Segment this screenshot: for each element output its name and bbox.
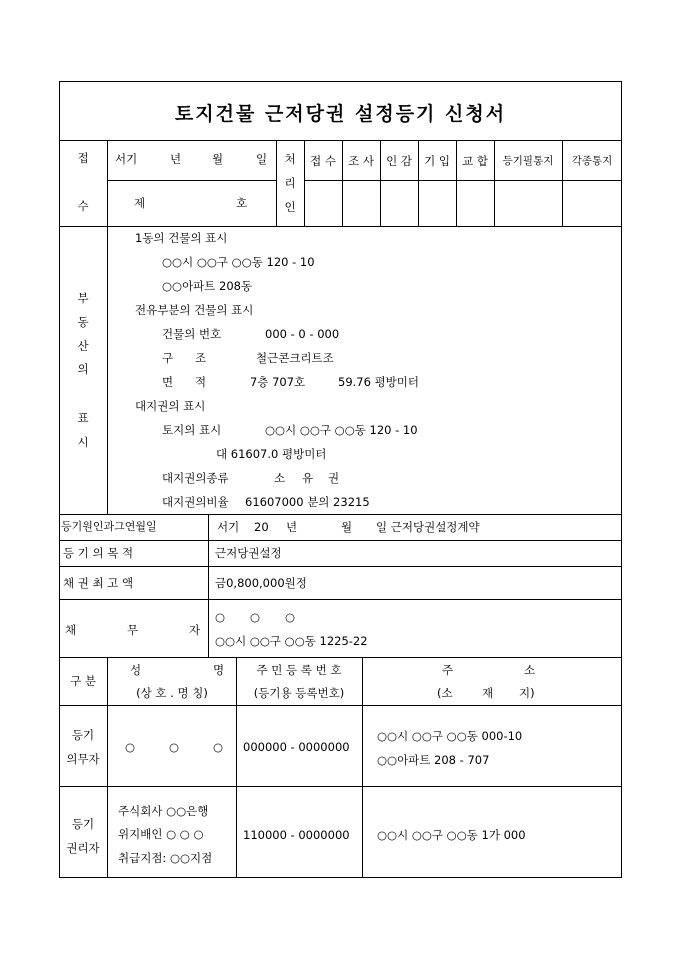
parties-header-id-bottom: (등기용 등록번호) bbox=[253, 686, 345, 700]
parties-header-addr-top-2: 소 bbox=[524, 663, 536, 677]
land-right-type-1: 소 bbox=[274, 471, 286, 485]
land-right-section-heading: 대지권의 표시 bbox=[135, 399, 206, 413]
receipt-number-suffix: 호 bbox=[236, 196, 248, 210]
parties-header-category: 구 분 bbox=[70, 674, 96, 688]
property-label-6: 표 bbox=[77, 411, 89, 425]
parties-header-addr-bottom-1: (소 bbox=[437, 686, 453, 700]
obligee-name-1: 주식회사 ○○은행 bbox=[118, 804, 209, 818]
receipt-label-top: 접 bbox=[77, 151, 89, 165]
receipt-col-completion-notice: 등기필통지 bbox=[502, 155, 554, 167]
land-area: 대 61607.0 평방미터 bbox=[216, 447, 327, 461]
structure-value: 철근콘크리트조 bbox=[256, 351, 334, 365]
land-label: 토지의 표시 bbox=[162, 423, 222, 437]
property-label-3: 산 bbox=[77, 339, 89, 353]
building-number-label: 건물의 번호 bbox=[162, 327, 222, 341]
parties-header-addr-top-1: 주 bbox=[442, 663, 454, 677]
receipt-col-entry: 기 입 bbox=[424, 154, 450, 168]
max-claim-label: 채 권 최 고 액 bbox=[63, 576, 134, 590]
land-right-ratio-label: 대지권의비율 bbox=[162, 495, 229, 509]
receipt-date-year: 년 bbox=[170, 152, 182, 166]
receipt-col-intake: 접 수 bbox=[310, 154, 336, 168]
area-value: 59.76 평방미터 bbox=[338, 375, 420, 389]
obligor-name-2: ○ bbox=[169, 740, 180, 754]
parties-header-id-top: 주 민 등 록 번 호 bbox=[256, 663, 342, 677]
debtor-label-3: 자 bbox=[189, 623, 201, 637]
property-label-4: 의 bbox=[77, 362, 89, 376]
receipt-col-seal: 인 감 bbox=[386, 154, 412, 168]
cause-year-suffix: 년 bbox=[286, 520, 298, 534]
parties-header-addr-bottom-3: 지) bbox=[519, 686, 535, 700]
obligor-name-3: ○ bbox=[213, 740, 224, 754]
land-address: ○○시 ○○구 ○○동 120 - 10 bbox=[265, 423, 418, 437]
obligee-name-3: 취급지점: ○○지점 bbox=[118, 851, 213, 865]
processing-label-3: 인 bbox=[284, 200, 296, 214]
max-claim-value: 금0,800,000원정 bbox=[215, 576, 307, 590]
building-section-heading: 1동의 건물의 표시 bbox=[135, 231, 228, 245]
unit-section-heading: 전유부분의 건물의 표시 bbox=[135, 303, 254, 317]
parties-header-name-top-2: 명 bbox=[213, 663, 225, 677]
receipt-col-check: 교 합 bbox=[462, 154, 488, 168]
building-name: ○○아파트 208동 bbox=[162, 279, 253, 293]
property-label-2: 동 bbox=[77, 315, 89, 329]
receipt-col-various-notice: 각종통지 bbox=[571, 155, 613, 167]
area-label: 면 적 bbox=[162, 375, 207, 389]
debtor-name-1: ○ bbox=[215, 610, 226, 624]
parties-header-addr-bottom-2: 재 bbox=[482, 686, 494, 700]
obligor-id: 000000 - 0000000 bbox=[243, 740, 350, 754]
structure-label: 구 조 bbox=[162, 351, 207, 365]
debtor-name-3: ○ bbox=[285, 610, 296, 624]
land-right-type-label: 대지권의종류 bbox=[162, 471, 229, 485]
cause-month: 월 bbox=[341, 520, 353, 534]
debtor-label-1: 채 bbox=[65, 623, 77, 637]
obligee-label-1: 등기 bbox=[71, 817, 95, 831]
obligee-id: 110000 - 0000000 bbox=[243, 828, 350, 842]
cause-year-prefix: 서기 bbox=[217, 520, 240, 534]
parties-header-name-bottom: (상 호 . 명 칭) bbox=[136, 686, 208, 700]
land-right-ratio-value: 61607000 분의 23215 bbox=[245, 495, 370, 509]
debtor-address: ○○시 ○○구 ○○동 1225-22 bbox=[215, 634, 368, 648]
obligee-address: ○○시 ○○구 ○○동 1가 000 bbox=[377, 828, 526, 842]
parties-header-name-top-1: 성 bbox=[130, 663, 142, 677]
debtor-label-2: 무 bbox=[127, 623, 139, 637]
obligee-label-2: 권리자 bbox=[66, 841, 100, 855]
processing-label-1: 처 bbox=[284, 152, 296, 166]
cause-day-and-contract: 일 근저당권설정계약 bbox=[376, 520, 480, 534]
purpose-label: 등 기 의 목 적 bbox=[63, 546, 134, 560]
application-form bbox=[59, 81, 622, 878]
receipt-date-year-prefix: 서기 bbox=[115, 152, 138, 166]
property-label-1: 부 bbox=[77, 291, 89, 305]
debtor-name-2: ○ bbox=[250, 610, 261, 624]
cause-year: 20 bbox=[254, 520, 269, 534]
obligee-name-2: 위지배인 ○ ○ ○ bbox=[118, 827, 204, 841]
obligor-address-2: ○○아파트 208 - 707 bbox=[377, 753, 490, 767]
purpose-value: 근저당권설정 bbox=[215, 546, 282, 560]
cause-label: 등기원인과그연월일 bbox=[61, 520, 157, 533]
processing-label-2: 리 bbox=[284, 176, 296, 190]
area-floor-unit: 7층 707호 bbox=[250, 375, 306, 389]
receipt-label-bottom: 수 bbox=[77, 199, 89, 213]
obligor-address-1: ○○시 ○○구 ○○동 000-10 bbox=[377, 729, 523, 743]
obligor-label-2: 의무자 bbox=[66, 752, 100, 766]
obligor-label-1: 등기 bbox=[71, 728, 95, 742]
land-right-type-3: 권 bbox=[328, 471, 340, 485]
land-right-type-2: 유 bbox=[302, 471, 314, 485]
receipt-date-month: 월 bbox=[212, 152, 224, 166]
building-address: ○○시 ○○구 ○○동 120 - 10 bbox=[162, 255, 315, 269]
receipt-col-review: 조 사 bbox=[348, 154, 374, 168]
receipt-number-prefix: 제 bbox=[134, 196, 146, 210]
obligor-name-1: ○ bbox=[125, 740, 136, 754]
property-label-7: 시 bbox=[77, 435, 89, 449]
form-title: 토지건물 근저당권 설정등기 신청서 bbox=[174, 103, 507, 125]
receipt-date-day: 일 bbox=[256, 152, 268, 166]
building-number-value: 000 - 0 - 000 bbox=[265, 327, 340, 341]
